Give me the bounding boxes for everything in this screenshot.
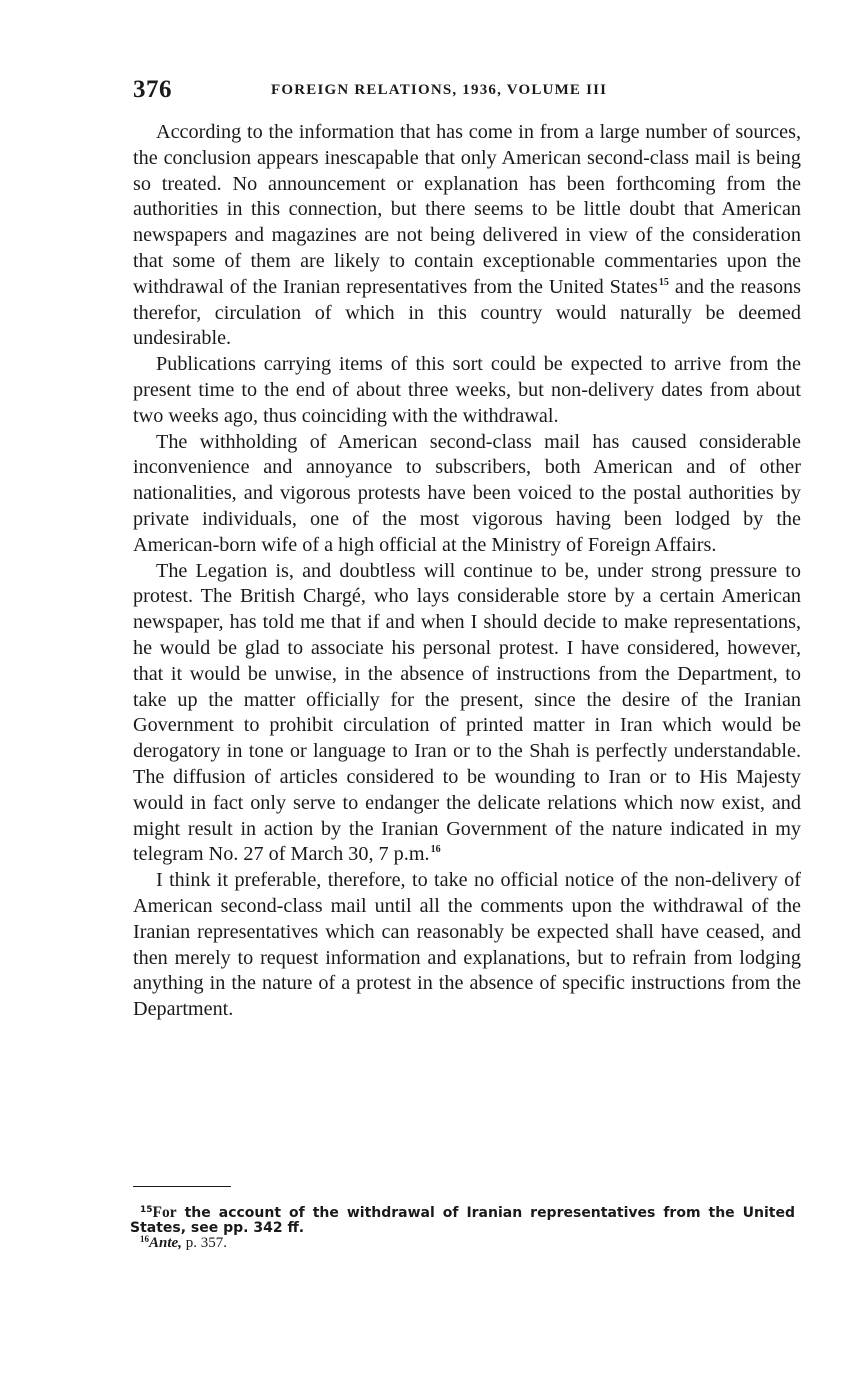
footnote-divider [133,1186,231,1187]
footnote-number: 16 [140,1234,149,1244]
page-number: 376 [133,76,172,103]
footnote-reference: 16 [430,844,441,856]
paragraph-text: and the reasons therefor, circulation of which in this country would naturally be deemed undesirable. [133,275,801,350]
footnotes [130,1205,795,1251]
paragraph: The withholding of American second-class mail has caused considerable inconvenience and annoyance to subscribers, both American and of other nationalities, and vigorous protests have been voiced to the postal authorities by private individuals, one of the most vigorous having been lodged by the American-born wife of a high official at the Ministry of Foreign Affairs. [133,430,801,556]
paragraph [133,559,801,869]
footnote [130,1205,795,1236]
footnote-lead: For [152,1204,177,1221]
paragraph: Publications carrying items of this sort could be expected to arrive from the present time to the end of about three weeks, but non-delivery dates from about two weeks ago, thus coinciding with the withdrawal. [133,353,801,427]
footnote-reference: 15 [658,276,669,288]
footnote-text: p. 357. [181,1235,227,1251]
paragraph-text: The Legation is, and doubtless will continue to be, under strong pressure to protest. The British Chargé, who lays considerable store by a certain American newspaper, has told me that if and when I should decide to make representations, he would be glad to associate his personal protest. I have considered, however, that it would be unwise, in the absence of instructions from the Department, to take up the matter officially for the present, since the desire of the Iranian Government to prohibit circulation of printed matter in Iran which would be derogatory in tone or language to Iran or to the Shah is perfectly understandable. The diffusion of articles considered to be wounding to Iran or to His Majesty would in fact only serve to endanger the delicate relations which now exist, and might result in action by the Iranian Government of the nature indicated in my telegram No. 27 of March 30, 7 p.m. [133,559,801,866]
footnote [130,1236,795,1251]
running-head [133,76,803,106]
paragraph: I think it preferable, therefore, to take no official notice of the non-delivery of American second-class mail until all the comments upon the withdrawal of the Iranian representatives which can reasonably be expected shall have ceased, and then merely to request information and explanations, but to refrain from lodging anything in the nature of a protest in the absence of specific instructions from the Department. [133,869,801,1021]
paragraph [133,120,801,352]
running-title: FOREIGN RELATIONS, 1936, VOLUME III [271,82,608,98]
paragraph-text: According to the information that has come in from a large number of sources, the conclusion appears inescapable that only American second-class mail is being so treated. No announcement or explanation has been forthcoming from the authorities in this connection, but there seems to be little doubt that American newspapers and magazines are not being delivered in view of the consideration that some of them are likely to contain exceptionable commentaries upon the withdrawal of the Iranian representatives from the United States [133,121,801,298]
footnote-italic: Ante, [149,1235,182,1251]
body-text [133,120,801,1023]
footnote-text: the account of the withdrawal of Iranian representatives from the United States, see pp. 342 ff. [130,1205,795,1236]
footnote-number: 15 [140,1205,153,1215]
